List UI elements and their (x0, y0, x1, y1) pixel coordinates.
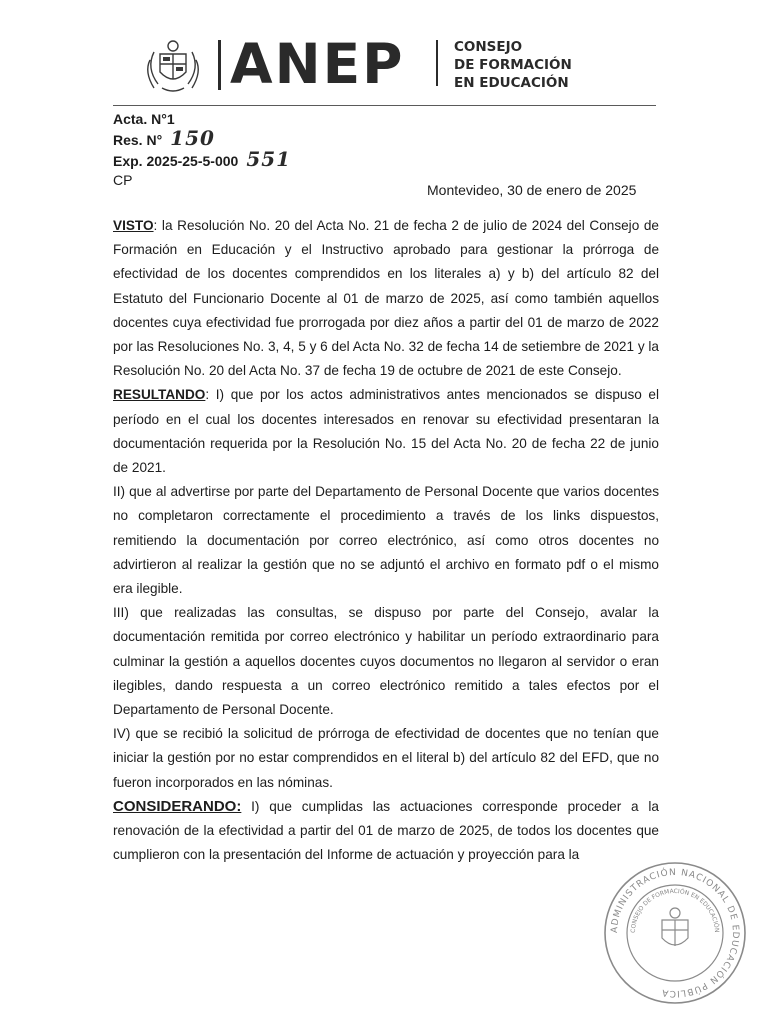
expedient-label: Exp. 2025-25-5-000 (113, 153, 239, 169)
logo-divider (218, 40, 221, 90)
considerando-label: CONSIDERANDO: (113, 797, 242, 815)
stamp-ring-text: ADMINISTRACIÓN NACIONAL DE EDUCACIÓN PÚBLICA (609, 867, 741, 999)
visto-paragraph (113, 214, 659, 383)
date-line: Montevideo, 30 de enero de 2025 (427, 182, 637, 198)
visto-label: VISTO (113, 218, 154, 233)
resultando-item: III) que realizadas las consultas, se dispuso por parte del Consejo, avalar la documentación remitida por correo electrónico y habilitar un período extraordinario para culminar la gestión a aquellos docentes cuyos documentos no llegaron al servidor o eran ilegibles, dando respuesta a un correo electrónico remitido a tales efectos por el Departamento de Personal Docente. (113, 605, 659, 718)
document-body (113, 214, 659, 867)
letterhead (140, 28, 660, 98)
official-stamp (600, 858, 750, 1008)
council-line: CONSEJO (454, 39, 523, 55)
council-line: DE FORMACIÓN (454, 57, 572, 73)
cp-line: CP (113, 172, 133, 188)
visto-text: : la Resolución No. 20 del Acta No. 21 de fecha 2 de julio de 2024 del Consejo de Formación en Educación y el Instructivo aprobado para gestionar la prórroga de efectividad de los docentes comprendidos en los literales a) y b) del artículo 82 del Estatuto del Funcionario Docente al 01 de marzo de 2025, así como también aquellos docentes cuya efectividad fue prorrogada por diez años a partir del 01 de marzo de 2022 por las Resoluciones No. 3, 4, 5 y 6 del Acta No. 32 de fecha 14 de setiembre de 2021 y la Resolución No. 20 del Acta No. 37 de fecha 19 de octubre de 2021 de este Consejo. (113, 218, 659, 379)
expedient-handwritten: 551 (246, 147, 292, 171)
stamp-inner-text: CONSEJO DE FORMACIÓN EN EDUCACIÓN (629, 887, 721, 934)
acta-number: Acta. N°1 (113, 111, 175, 127)
resultando-item: IV) que se recibió la solicitud de prórroga de efectividad de docentes que no tenían que iniciar la gestión por no estar comprendidos en el literal b) del artículo 82 del EFD, que no fueron incorporados en las nóminas. (113, 726, 659, 790)
considerando-text: I) que cumplidas las actuaciones corresponde proceder a la renovación de la efectividad a partir del 01 de marzo de 2025, de todos los docentes que cumplieron con la presentación del Informe de actuación y proyección para la (113, 798, 659, 863)
resolution-label: Res. N° (113, 132, 163, 148)
resultando-item: : I) que por los actos administrativos antes mencionados se dispuso el período en el cual los docentes interesados en renovar su efectividad presentaran la documentación requerida por la Resolución No. 15 del Acta No. 20 de fecha 22 de junio de 2021. (113, 387, 659, 476)
coat-of-arms-icon (140, 32, 206, 98)
anep-logo: ANEP (230, 32, 405, 96)
considerando-paragraph (113, 795, 659, 868)
council-line: EN EDUCACIÓN (454, 75, 569, 91)
council-name (454, 38, 572, 92)
expedient-line (113, 147, 292, 171)
resolution-handwritten: 150 (170, 126, 215, 150)
header-rule (113, 105, 656, 106)
resultando-item: II) que al advertirse por parte del Departamento de Personal Docente que varios docentes no completaron correctamente el procedimiento a través de los links dispuestos, remitiendo la documentación por correo electrónico, así como otros docentes no advirtieron al realizar la gestión que no se adjuntó el archivo en formato pdf o el mismo era ilegible. (113, 484, 659, 597)
resultando-label: RESULTANDO (113, 387, 206, 403)
reference-block (113, 110, 291, 190)
logo-divider (436, 40, 438, 86)
resultando-paragraph (113, 383, 659, 480)
